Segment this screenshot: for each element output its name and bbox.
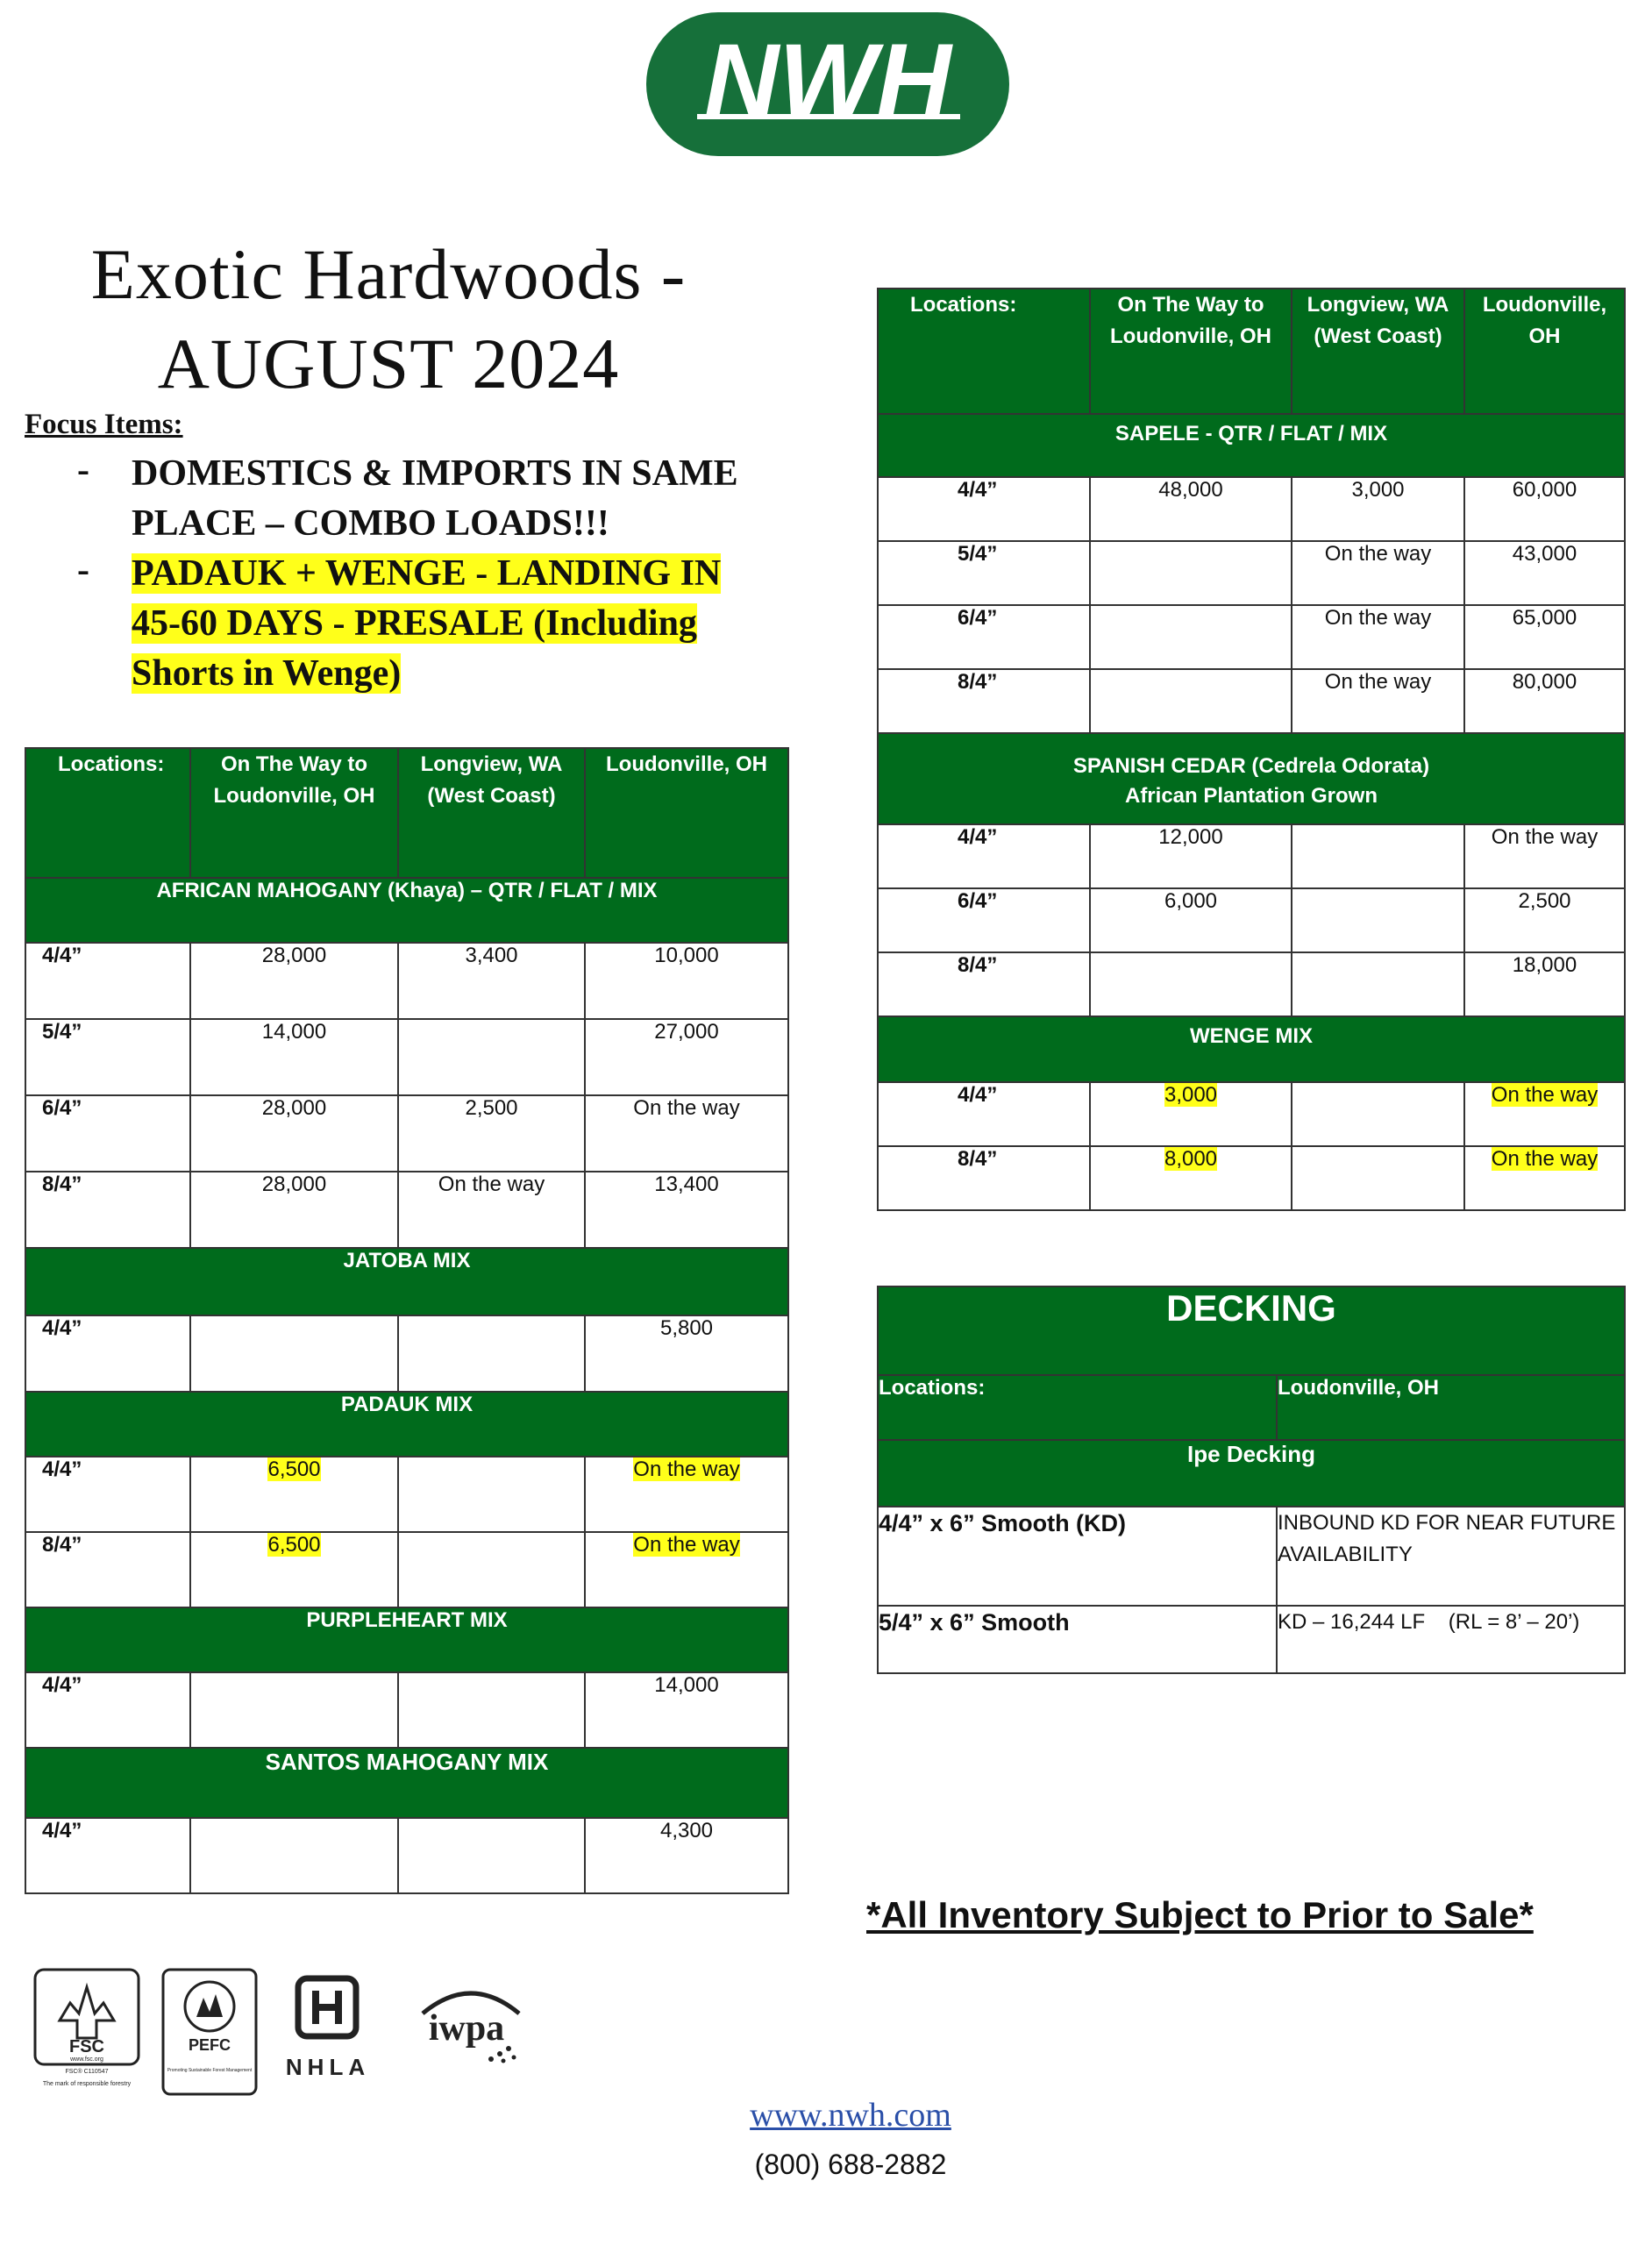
cell-longview: On the way <box>1292 605 1464 669</box>
table-row <box>878 605 1625 669</box>
table-row <box>878 824 1625 888</box>
pefc-tagline: Promoting Sustainable Forest Management <box>167 2068 253 2073</box>
table-row <box>25 943 788 1019</box>
cell-on-the-way: 14,000 <box>190 1019 398 1095</box>
size-cell: 4/4” <box>25 1672 190 1748</box>
cell-loudonville: 14,000 <box>585 1672 788 1748</box>
pefc-name: PEFC <box>188 2036 231 2054</box>
table-row <box>25 1019 788 1095</box>
table-row <box>878 888 1625 952</box>
size-cell: 5/4” <box>25 1019 190 1095</box>
cell-on-the-way <box>1090 952 1292 1016</box>
fsc-tagline: The mark of responsible forestry <box>42 2081 132 2087</box>
cell-longview: On the way <box>1292 541 1464 605</box>
decking-table <box>877 1286 1626 1674</box>
cell-loudonville <box>585 1532 788 1607</box>
header-longview: Longview, WA (West Coast) <box>398 748 585 878</box>
cell-loudonville <box>585 1457 788 1532</box>
size-cell: 8/4” <box>25 1532 190 1607</box>
header-on-the-way: On The Way to Loudonville, OH <box>190 748 398 878</box>
nhla-logo-icon <box>274 1973 388 2087</box>
cell-on-the-way: 12,000 <box>1090 824 1292 888</box>
decking-size: 5/4” x 6” Smooth <box>878 1606 1277 1673</box>
cell-on-the-way <box>1090 1146 1292 1210</box>
focus-item-1: DOMESTICS & IMPORTS IN SAME PLACE – COMBO LOADS!!! <box>132 453 738 544</box>
cell-longview <box>1292 1082 1464 1146</box>
cell-longview <box>1292 1146 1464 1210</box>
table-header-row <box>25 748 788 878</box>
section-purpleheart: PURPLEHEART MIX <box>25 1607 788 1672</box>
table-row <box>878 1606 1625 1673</box>
table-row <box>25 1095 788 1172</box>
highlighted-value: On the way <box>1491 1083 1599 1107</box>
cell-longview: On the way <box>1292 669 1464 733</box>
cell-loudonville: On the way <box>1464 824 1625 888</box>
highlighted-value: On the way <box>633 1457 740 1481</box>
highlighted-value: On the way <box>633 1533 740 1557</box>
cell-loudonville: 18,000 <box>1464 952 1625 1016</box>
section-padauk: PADAUK MIX <box>25 1392 788 1457</box>
highlighted-value: 6,500 <box>267 1533 321 1557</box>
decking-size: 4/4” x 6” Smooth (KD) <box>878 1507 1277 1606</box>
section-sapele: SAPELE - QTR / FLAT / MIX <box>878 414 1625 477</box>
cell-on-the-way <box>190 1457 398 1532</box>
highlighted-value: 3,000 <box>1164 1083 1218 1107</box>
size-cell: 4/4” <box>25 1818 190 1893</box>
cell-loudonville <box>1464 1082 1625 1146</box>
table-row <box>878 1082 1625 1146</box>
phone-number: (800) 688-2882 <box>754 2149 947 2180</box>
size-cell: 5/4” <box>878 541 1090 605</box>
focus-item-2 <box>132 549 776 699</box>
cell-longview <box>398 1019 585 1095</box>
cell-on-the-way <box>190 1672 398 1748</box>
pefc-logo-icon <box>161 1968 258 2096</box>
header-locations: Locations: <box>878 289 1090 414</box>
fsc-name: FSC <box>69 2037 104 2056</box>
cell-on-the-way <box>190 1315 398 1392</box>
size-cell: 4/4” <box>25 1457 190 1532</box>
cell-longview <box>398 1532 585 1607</box>
table-row <box>25 1457 788 1532</box>
cell-on-the-way: 28,000 <box>190 1095 398 1172</box>
focus-items-label: Focus Items: <box>25 409 183 440</box>
cell-on-the-way: 48,000 <box>1090 477 1292 541</box>
nwh-logo <box>644 11 1011 158</box>
size-cell: 4/4” <box>878 824 1090 888</box>
focus-bullet-2: - <box>77 550 89 590</box>
cell-on-the-way <box>190 1532 398 1607</box>
cell-loudonville: 5,800 <box>585 1315 788 1392</box>
focus-item-2-highlight: PADAUK + WENGE - LANDING IN 45-60 DAYS - PRESALE (Including Shorts in Wenge) <box>132 553 722 694</box>
cell-loudonville: On the way <box>585 1095 788 1172</box>
table-row <box>878 952 1625 1016</box>
size-cell: 8/4” <box>878 669 1090 733</box>
size-cell: 6/4” <box>25 1095 190 1172</box>
page-title <box>25 230 752 409</box>
section-wenge: WENGE MIX <box>878 1016 1625 1082</box>
fsc-logo-icon <box>33 1968 140 2096</box>
cell-loudonville: 4,300 <box>585 1818 788 1893</box>
cell-longview: On the way <box>398 1172 585 1248</box>
header-longview: Longview, WA (West Coast) <box>1292 289 1464 414</box>
size-cell: 4/4” <box>25 1315 190 1392</box>
iwpa-name: iwpa <box>428 2008 505 2049</box>
section-jatoba: JATOBA MIX <box>25 1248 788 1315</box>
decking-title: DECKING <box>878 1286 1625 1375</box>
header-locations: Locations: <box>25 748 190 878</box>
iwpa-logo-icon <box>405 1978 537 2075</box>
header-on-the-way: On The Way to Loudonville, OH <box>1090 289 1292 414</box>
table-row <box>25 1532 788 1607</box>
highlighted-value: 6,500 <box>267 1457 321 1481</box>
cell-longview <box>1292 888 1464 952</box>
cell-on-the-way <box>1090 541 1292 605</box>
cell-loudonville: 80,000 <box>1464 669 1625 733</box>
table-row <box>25 1172 788 1248</box>
cell-loudonville <box>1464 1146 1625 1210</box>
size-cell: 8/4” <box>25 1172 190 1248</box>
table-row <box>878 1507 1625 1606</box>
cell-longview: 3,400 <box>398 943 585 1019</box>
cell-on-the-way <box>1090 605 1292 669</box>
cell-loudonville: 13,400 <box>585 1172 788 1248</box>
cell-loudonville: 27,000 <box>585 1019 788 1095</box>
nhla-name: NHLA <box>285 2054 371 2080</box>
size-cell: 6/4” <box>878 888 1090 952</box>
cell-longview: 3,000 <box>1292 477 1464 541</box>
website-link[interactable]: www.nwh.com <box>750 2097 951 2134</box>
cell-loudonville: 2,500 <box>1464 888 1625 952</box>
header-loudonville: Loudonville, OH <box>1464 289 1625 414</box>
size-cell: 8/4” <box>878 952 1090 1016</box>
table-row <box>878 477 1625 541</box>
size-cell: 8/4” <box>878 1146 1090 1210</box>
fsc-code: FSC® C110547 <box>65 2069 109 2075</box>
cell-loudonville: 60,000 <box>1464 477 1625 541</box>
cell-on-the-way <box>1090 1082 1292 1146</box>
title-line-1: Exotic Hardwoods - <box>90 234 687 314</box>
title-line-2: AUGUST 2024 <box>157 324 620 403</box>
highlighted-value: On the way <box>1491 1147 1599 1171</box>
table-row <box>878 669 1625 733</box>
decking-locations-label: Locations: <box>878 1375 1277 1440</box>
header-loudonville: Loudonville, OH <box>585 748 788 878</box>
section-spanish-cedar <box>878 733 1625 824</box>
table-row <box>878 541 1625 605</box>
left-inventory-table <box>25 747 789 1894</box>
fsc-site: www.fsc.org <box>70 2056 103 2063</box>
cell-longview <box>398 1315 585 1392</box>
cell-longview <box>398 1818 585 1893</box>
section-african-mahogany: AFRICAN MAHOGANY (Khaya) – QTR / FLAT / MIX <box>25 878 788 943</box>
size-cell: 4/4” <box>878 477 1090 541</box>
table-header-row <box>878 289 1625 414</box>
section-santos-mahogany: SANTOS MAHOGANY MIX <box>25 1748 788 1818</box>
table-row <box>25 1315 788 1392</box>
cell-on-the-way <box>190 1818 398 1893</box>
cell-on-the-way <box>1090 669 1292 733</box>
table-row <box>25 1672 788 1748</box>
cell-longview: 2,500 <box>398 1095 585 1172</box>
cell-longview <box>1292 952 1464 1016</box>
cell-longview <box>398 1672 585 1748</box>
size-cell: 4/4” <box>878 1082 1090 1146</box>
cell-on-the-way: 6,000 <box>1090 888 1292 952</box>
decking-status: KD – 16,244 LF (RL = 8’ – 20’) <box>1277 1606 1625 1673</box>
cell-longview <box>398 1457 585 1532</box>
cell-on-the-way: 28,000 <box>190 1172 398 1248</box>
focus-bullet-1: - <box>77 450 89 490</box>
section-ipe-decking: Ipe Decking <box>878 1440 1625 1507</box>
decking-location: Loudonville, OH <box>1277 1375 1625 1440</box>
cell-on-the-way: 28,000 <box>190 943 398 1019</box>
cell-longview <box>1292 824 1464 888</box>
size-cell: 6/4” <box>878 605 1090 669</box>
section-spanish-cedar-subtitle: African Plantation Grown <box>1124 784 1378 808</box>
inventory-note: *All Inventory Subject to Prior to Sale* <box>866 1894 1534 1935</box>
cell-loudonville: 10,000 <box>585 943 788 1019</box>
right-inventory-table <box>877 288 1626 1211</box>
size-cell: 4/4” <box>25 943 190 1019</box>
table-row <box>878 1146 1625 1210</box>
logo-text: NWH <box>704 23 951 139</box>
section-spanish-cedar-title: SPANISH CEDAR (Cedrela Odorata) <box>1072 754 1430 778</box>
highlighted-value: 8,000 <box>1164 1147 1218 1171</box>
table-row <box>25 1818 788 1893</box>
decking-status: INBOUND KD FOR NEAR FUTURE AVAILABILITY <box>1277 1507 1625 1606</box>
cell-loudonville: 43,000 <box>1464 541 1625 605</box>
cell-loudonville: 65,000 <box>1464 605 1625 669</box>
